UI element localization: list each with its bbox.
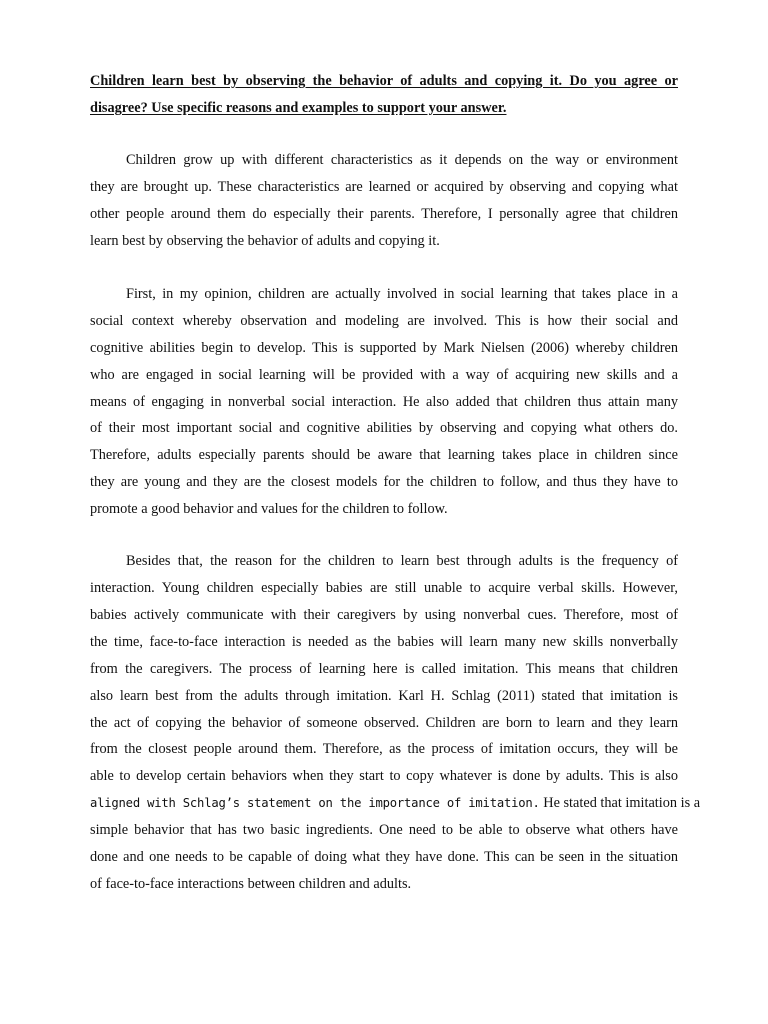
- paragraph-3-line: done and one needs to be capable of doing what they have done. This can be seen in the situation: [90, 849, 678, 865]
- paragraph-3-line: also learn best from the adults through imitation. Karl H. Schlag (2011) stated that imitation is: [90, 688, 678, 704]
- paragraph-3-line: the act of copying the behavior of someone observed. Children are born to learn and they learn: [90, 715, 678, 731]
- paragraph-3-line: the time, face-to-face interaction is needed as the babies will learn many new skills nonverbally: [90, 634, 678, 650]
- paragraph-3-mixed-line: [90, 794, 701, 812]
- paragraph-1-line: other people around them do especially their parents. Therefore, I personally agree that children: [90, 206, 678, 222]
- paragraph-3-line: interaction. Young children especially babies are still unable to acquire verbal skills. However,: [90, 580, 678, 596]
- mixed-font-text: aligned with Schlag’s statement on the importance of imitation.: [90, 796, 540, 810]
- paragraph-2-line: promote a good behavior and values for the children to follow.: [90, 501, 448, 517]
- paragraph-2-line: social context whereby observation and modeling are involved. This is how their social and: [90, 313, 678, 329]
- paragraph-3-line: of face-to-face interactions between children and adults.: [90, 876, 412, 892]
- paragraph-3-line: able to develop certain behaviors when they start to copy whatever is done by adults. This is also: [90, 768, 678, 784]
- essay-question-line-2: disagree? Use specific reasons and examples to support your answer.: [90, 100, 507, 116]
- paragraph-2-line: means of engaging in nonverbal social interaction. He also added that children thus attain many: [90, 394, 678, 410]
- paragraph-2-line: First, in my opinion, children are actually involved in social learning that takes place in a: [126, 286, 678, 302]
- paragraph-3-line: simple behavior that has two basic ingredients. One need to be able to observe what others have: [90, 822, 678, 838]
- paragraph-1-line: they are brought up. These characteristics are learned or acquired by observing and copying what: [90, 179, 678, 195]
- paragraph-3-line: from the caregivers. The process of learning here is called imitation. This means that children: [90, 661, 678, 677]
- paragraph-2-line: they are young and they are the closest models for the children to follow, and thus they have to: [90, 474, 678, 490]
- paragraph-3-line: babies actively communicate with their caregivers by using nonverbal cues. Therefore, most of: [90, 607, 678, 623]
- paragraph-3-line: from the closest people around them. Therefore, as the process of imitation occurs, they will be: [90, 741, 678, 757]
- paragraph-1-line: Children grow up with different characteristics as it depends on the way or environment: [126, 152, 678, 168]
- serif-text: He stated that imitation is a: [543, 795, 701, 811]
- essay-question-line-1: Children learn best by observing the behavior of adults and copying it. Do you agree or: [90, 73, 678, 89]
- paragraph-2-line: who are engaged in social learning will be provided with a way of acquiring new skills and a: [90, 367, 678, 383]
- paragraph-2-line: cognitive abilities begin to develop. This is supported by Mark Nielsen (2006) whereby children: [90, 340, 678, 356]
- paragraph-2-line: of their most important social and cognitive abilities by observing and copying what others do.: [90, 420, 678, 436]
- paragraph-3-line: Besides that, the reason for the children to learn best through adults is the frequency of: [126, 553, 678, 569]
- paragraph-1-line: learn best by observing the behavior of adults and copying it.: [90, 233, 440, 249]
- paragraph-2-line: Therefore, adults especially parents should be aware that learning takes place in children since: [90, 447, 678, 463]
